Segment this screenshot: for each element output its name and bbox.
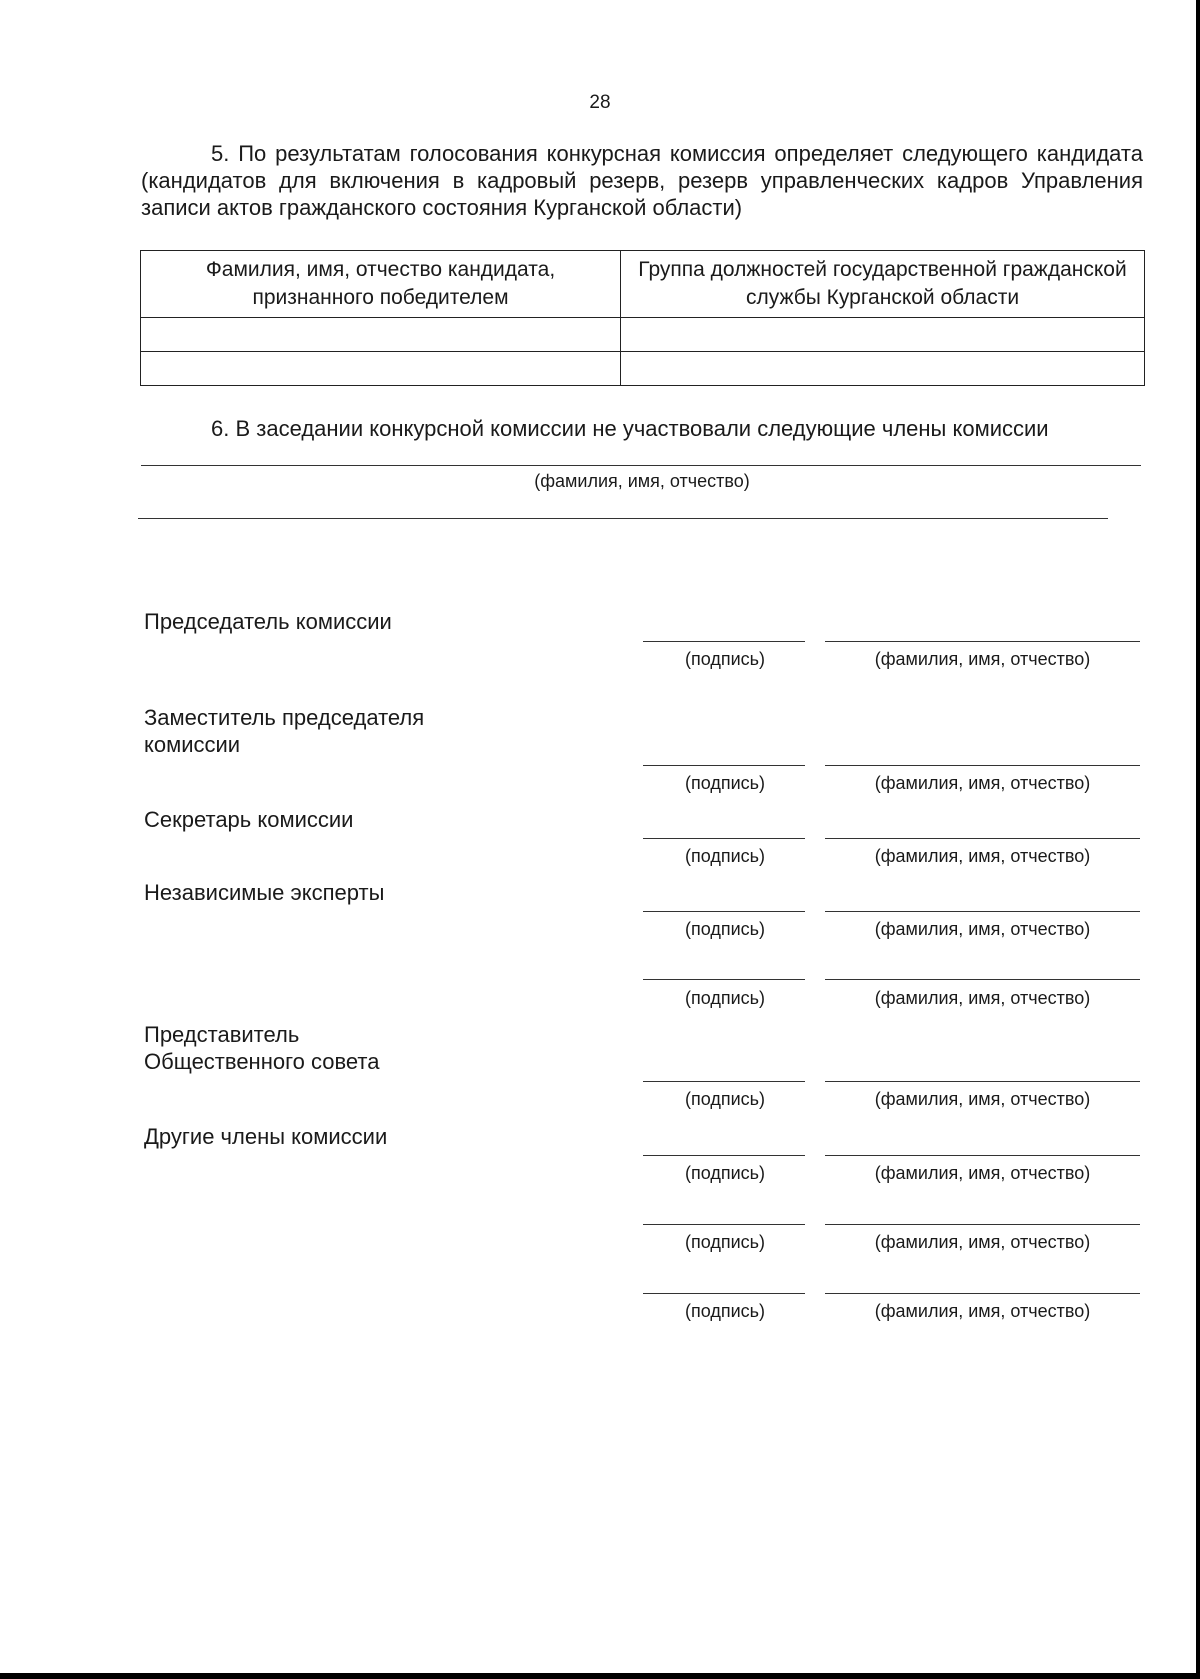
- name-caption: (фамилия, имя, отчество): [874, 919, 1091, 939]
- table-row: [141, 318, 1145, 352]
- section-6-paragraph: 6. В заседании конкурсной комиссии не участвовали следующие члены комиссии: [211, 416, 1049, 441]
- table-cell: [621, 352, 1145, 386]
- section-5-paragraph: 5. По результатам голосования конкурсная комиссия определяет следующего кандидата (кандидатов для включения в кадровый резерв, резерв управленческих кадров Управления записи актов гражданского состояния Курганской области): [141, 141, 1143, 220]
- name-line: [825, 1155, 1140, 1156]
- role-deputy-chairman: Заместитель председателя комиссии: [144, 705, 425, 757]
- table-cell: [141, 352, 621, 386]
- signature-line: [643, 1293, 805, 1294]
- table-header-row: [141, 251, 1145, 318]
- role-chairman: Председатель комиссии: [144, 609, 392, 634]
- name-caption: (фамилия, имя, отчество): [874, 1301, 1091, 1321]
- signature-caption: (подпись): [684, 919, 766, 939]
- signature-line: [643, 765, 805, 766]
- role-other-members: Другие члены комиссии: [144, 1124, 388, 1149]
- name-line: [825, 838, 1140, 839]
- name-caption: (фамилия, имя, отчество): [874, 1232, 1091, 1252]
- signature-caption: (подпись): [684, 846, 766, 866]
- absent-members-line-2: [138, 518, 1108, 519]
- signature-caption: (подпись): [684, 1163, 766, 1183]
- scan-edge-bottom: [0, 1673, 1200, 1679]
- signature-line: [643, 1224, 805, 1225]
- signature-line: [643, 979, 805, 980]
- absent-members-caption: (фамилия, имя, отчество): [534, 471, 750, 491]
- role-independent-experts: Независимые эксперты: [144, 880, 385, 905]
- signature-line: [643, 1155, 805, 1156]
- name-line: [825, 1293, 1140, 1294]
- signature-caption: (подпись): [684, 1089, 766, 1109]
- name-line: [825, 765, 1140, 766]
- table-cell: [621, 318, 1145, 352]
- name-line: [825, 641, 1140, 642]
- scan-edge-right: [1196, 0, 1200, 1679]
- page-number: 28: [589, 92, 611, 113]
- table-row: [141, 352, 1145, 386]
- name-caption: (фамилия, имя, отчество): [874, 1163, 1091, 1183]
- signature-line: [643, 641, 805, 642]
- role-secretary: Секретарь комиссии: [144, 807, 354, 832]
- winners-table: [140, 250, 1145, 386]
- signature-caption: (подпись): [684, 1301, 766, 1321]
- name-line: [825, 1224, 1140, 1225]
- absent-members-line: [141, 465, 1141, 466]
- name-caption: (фамилия, имя, отчество): [874, 1089, 1091, 1109]
- name-caption: (фамилия, имя, отчество): [874, 773, 1091, 793]
- signature-caption: (подпись): [684, 1232, 766, 1252]
- header-position-group: Группа должностей государственной гражданской службы Курганской области: [621, 251, 1145, 318]
- name-caption: (фамилия, имя, отчество): [874, 846, 1091, 866]
- signature-caption: (подпись): [684, 649, 766, 669]
- signature-line: [643, 1081, 805, 1082]
- signature-caption: (подпись): [684, 988, 766, 1008]
- signature-caption: (подпись): [684, 773, 766, 793]
- table-cell: [141, 318, 621, 352]
- signature-line: [643, 911, 805, 912]
- header-candidate-name: Фамилия, имя, отчество кандидата, признанного победителем: [141, 251, 621, 318]
- name-line: [825, 911, 1140, 912]
- name-line: [825, 1081, 1140, 1082]
- signature-line: [643, 838, 805, 839]
- name-line: [825, 979, 1140, 980]
- name-caption: (фамилия, имя, отчество): [874, 988, 1091, 1008]
- role-public-council-rep: Представитель Общественного совета: [144, 1022, 380, 1074]
- name-caption: (фамилия, имя, отчество): [874, 649, 1091, 669]
